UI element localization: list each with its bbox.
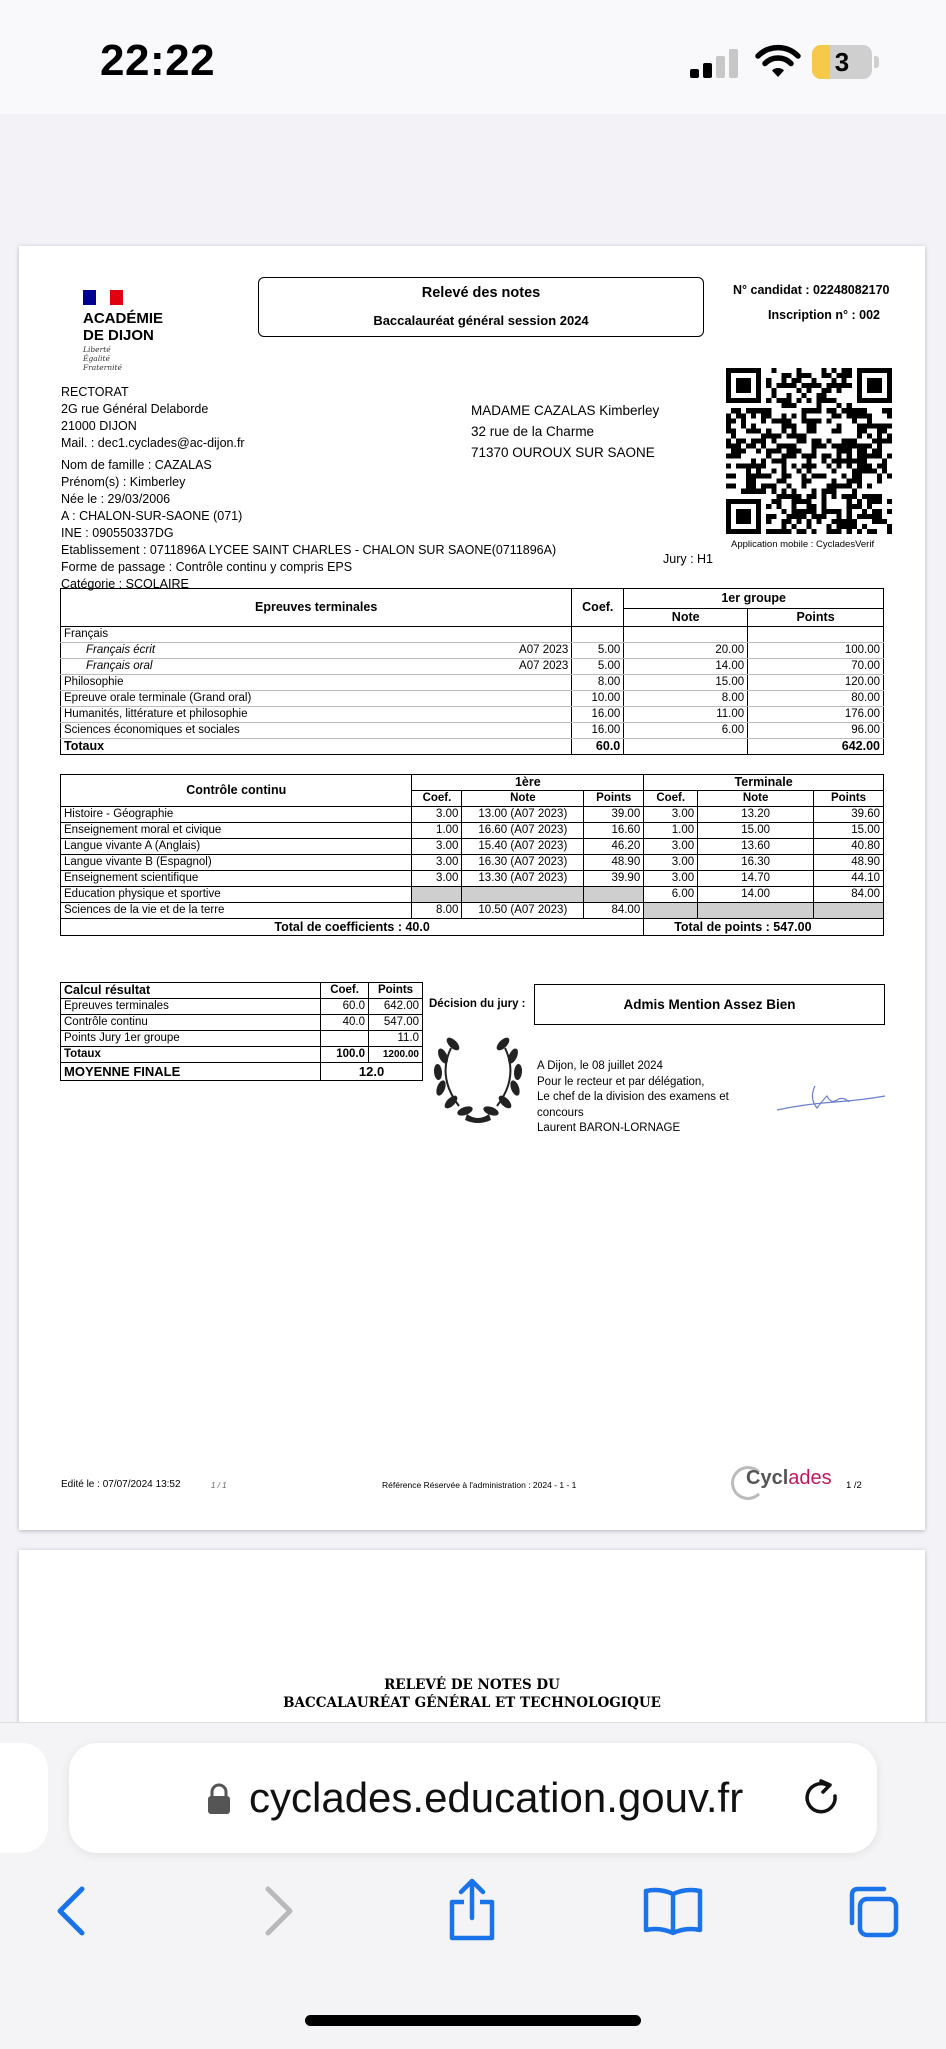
note-header: Note: [624, 609, 748, 627]
cc-note-final: 13.60: [698, 839, 814, 855]
cc-points-final: 44.10: [814, 871, 884, 887]
exam-coef: 16.00: [572, 707, 624, 723]
cc-points2-header: Points: [814, 791, 884, 807]
cc-note-first: 15.40 (A07 2023): [462, 839, 584, 855]
cc-coef-final: [644, 903, 698, 919]
exam-label: Français: [64, 628, 109, 640]
footer-page-small: 1 / 1: [211, 1481, 227, 1490]
battery-icon: [812, 45, 880, 79]
exam-note: [624, 627, 748, 643]
cc-note1-header: Note: [462, 791, 584, 807]
cc-coef-first: 3.00: [412, 855, 462, 871]
exam-label-cell: [61, 723, 572, 739]
cc-points-final: 40.80: [814, 839, 884, 855]
address-bar[interactable]: [69, 1743, 877, 1853]
result-calculation-table: [60, 982, 423, 1081]
calc-coef: 40.0: [321, 1015, 369, 1031]
exam-label-cell: [61, 627, 572, 643]
table-row: [61, 659, 884, 675]
table-row: [61, 675, 884, 691]
previous-tab-preview[interactable]: [0, 1743, 48, 1853]
exam-note: 14.00: [624, 659, 748, 675]
cc-subject: Sciences de la vie et de la terre: [61, 903, 412, 919]
cc-points-final: [814, 903, 884, 919]
lock-icon: [206, 1783, 232, 1815]
exam-coef: 5.00: [572, 643, 624, 659]
exam-note: 20.00: [624, 643, 748, 659]
signal-icon: [690, 48, 738, 78]
table-row: [61, 723, 884, 739]
exam-label: Humanités, littérature et philosophie: [64, 708, 248, 720]
cc-points-final: 39.60: [814, 807, 884, 823]
cc-subject: Education physique et sportive: [61, 887, 412, 903]
footer-page: 1 /2: [846, 1480, 862, 1491]
cc-coef-first: 3.00: [412, 807, 462, 823]
browser-bottom-bar: [0, 1722, 946, 2049]
handwritten-signature-icon: [775, 1078, 887, 1118]
exam-label-cell: [61, 707, 572, 723]
exam-coef: 8.00: [572, 675, 624, 691]
exam-label: Français oral: [86, 660, 153, 672]
qr-code-icon: [726, 368, 892, 534]
cc-points-first: 39.00: [584, 807, 644, 823]
exam-note: 15.00: [624, 675, 748, 691]
cc-note-final: 13.20: [698, 807, 814, 823]
cc-points-first: 48.90: [584, 855, 644, 871]
cc-note-final: [698, 903, 814, 919]
jury-label: Jury : H1: [663, 552, 714, 566]
final-average-value: 12.0: [321, 1063, 423, 1081]
cc-note-first: [462, 887, 584, 903]
rectorat-address: RECTORAT 2G rue Général Delaborde 21000 DIJON Mail. : dec1.cyclades@ac-dijon.fr: [61, 385, 245, 450]
exam-label-cell: [61, 675, 572, 691]
cc-note-first: 13.00 (A07 2023): [462, 807, 584, 823]
cc-coef-final: 3.00: [644, 807, 698, 823]
calc-label: Epreuves terminales: [61, 999, 321, 1015]
cc-coef-first: 8.00: [412, 903, 462, 919]
cc-coef-final: 3.00: [644, 855, 698, 871]
status-time: 22:22: [100, 36, 216, 85]
table-row: [61, 871, 884, 887]
cc-subject: Langue vivante A (Anglais): [61, 839, 412, 855]
cc-note-first: 10.50 (A07 2023): [462, 903, 584, 919]
exam-session: A07 2023: [519, 660, 569, 672]
url-text[interactable]: cyclades.education.gouv.fr: [249, 1774, 744, 1821]
exam-coef: 10.00: [572, 691, 624, 707]
cc-points-first: 39.90: [584, 871, 644, 887]
share-icon[interactable]: [446, 1878, 498, 1942]
calc-total-coef: 100.0: [321, 1047, 369, 1063]
calc-label: Points Jury 1er groupe: [61, 1031, 321, 1047]
table-row: [61, 823, 884, 839]
cc-points-final: 15.00: [814, 823, 884, 839]
cc-coef2-header: Coef.: [644, 791, 698, 807]
status-bar: [0, 0, 946, 114]
calc-label: Contrôle continu: [61, 1015, 321, 1031]
continuous-header: Contrôle continu: [61, 775, 412, 807]
cc-coef-final: 3.00: [644, 839, 698, 855]
cc-note-final: 14.70: [698, 871, 814, 887]
tabs-icon[interactable]: [844, 1883, 900, 1939]
terminal-exams-table: [60, 588, 884, 755]
exam-label: Philosophie: [64, 676, 124, 688]
final-average-label: MOYENNE FINALE: [61, 1063, 321, 1081]
recipient-address: MADAME CAZALAS Kimberley 32 rue de la Charme 71370 OUROUX SUR SAONE: [471, 403, 660, 460]
document-subtitle: Baccalauréat général session 2024: [373, 313, 589, 328]
page2-title: RELEVÉ DE NOTES DU BACCALAURÉAT GÉNÉRAL ET TECHNOLOGIQUE: [283, 1677, 661, 1711]
table-row: [61, 839, 884, 855]
continuous-assessment-table: [60, 774, 884, 936]
back-icon[interactable]: [52, 1883, 92, 1939]
exam-label: Epreuve orale terminale (Grand oral): [64, 692, 252, 704]
calc-coef: 60.0: [321, 999, 369, 1015]
footer-edited: Edité le : 07/07/2024 13:52: [61, 1479, 181, 1490]
cc-points-first: 16.60: [584, 823, 644, 839]
cc-note-final: 15.00: [698, 823, 814, 839]
calc-coef-header: Coef.: [321, 983, 369, 999]
cc-note2-header: Note: [698, 791, 814, 807]
exam-coef: [572, 627, 624, 643]
document-title: Relevé des notes: [421, 285, 541, 301]
cc-coef-first: [412, 887, 462, 903]
cc-coef-final: 6.00: [644, 887, 698, 903]
terminal-total-coef: 60.0: [572, 739, 624, 755]
exam-coef: 16.00: [572, 723, 624, 739]
cc-points-first: [584, 887, 644, 903]
exam-points: 80.00: [748, 691, 884, 707]
cc-subject: Langue vivante B (Espagnol): [61, 855, 412, 871]
exam-label: Français écrit: [86, 644, 156, 656]
cc-coef-first: 1.00: [412, 823, 462, 839]
cc-points-first: 84.00: [584, 903, 644, 919]
final-year-header: Terminale: [644, 775, 884, 791]
table-row: [61, 707, 884, 723]
bookmarks-icon[interactable]: [642, 1886, 704, 1936]
cc-points1-header: Points: [584, 791, 644, 807]
table-row: [61, 887, 884, 903]
exam-label-cell: [61, 659, 572, 675]
exam-note: 11.00: [624, 707, 748, 723]
cc-points-first: 46.20: [584, 839, 644, 855]
cc-subject: Enseignement moral et civique: [61, 823, 412, 839]
signature-block: A Dijon, le 08 juillet 2024 Pour le recteur et par délégation, Le chef de la division des examens et concours Laurent BARON-LORNAGE: [537, 1060, 729, 1134]
exam-note: 6.00: [624, 723, 748, 739]
terminal-total-label: Totaux: [61, 739, 572, 755]
exam-note: 8.00: [624, 691, 748, 707]
cc-note-final: 14.00: [698, 887, 814, 903]
cc-points-final: 84.00: [814, 887, 884, 903]
cc-coef-first: 3.00: [412, 871, 462, 887]
table-row: [61, 855, 884, 871]
calc-points: 547.00: [369, 1015, 423, 1031]
calc-points: 642.00: [369, 999, 423, 1015]
table-row: [61, 643, 884, 659]
document-page: [19, 246, 925, 1530]
cyclades-logo-text: Cyclades: [746, 1467, 832, 1489]
registration-number: Inscription n° : 002: [768, 308, 880, 322]
first-year-header: 1ère: [412, 775, 644, 791]
points-header: Points: [748, 609, 884, 627]
cc-note-first: 16.60 (A07 2023): [462, 823, 584, 839]
cc-note-final: 16.30: [698, 855, 814, 871]
cc-note-first: 16.30 (A07 2023): [462, 855, 584, 871]
cc-coef1-header: Coef.: [412, 791, 462, 807]
cc-points-final: 48.90: [814, 855, 884, 871]
forward-icon[interactable]: [258, 1883, 298, 1939]
exam-points: 96.00: [748, 723, 884, 739]
republic-motto: Liberté Égalité Fraternité: [83, 345, 122, 372]
table-row: [61, 999, 423, 1015]
marianne-logo-icon: [83, 290, 123, 305]
table-row: [61, 903, 884, 919]
cc-coef-final: 1.00: [644, 823, 698, 839]
cc-subject: Enseignement scientifique: [61, 871, 412, 887]
calc-coef: [321, 1031, 369, 1047]
decision-label: Décision du jury :: [429, 998, 526, 1010]
terminal-header: Epreuves terminales: [61, 589, 572, 627]
exam-label: Sciences économiques et sociales: [64, 724, 240, 736]
exam-points: 70.00: [748, 659, 884, 675]
first-group-header: 1er groupe: [624, 589, 884, 609]
app-mobile-label: Application mobile : CycladesVerif: [731, 539, 875, 550]
reload-icon[interactable]: [799, 1776, 843, 1820]
exam-points: [748, 627, 884, 643]
exam-label-cell: [61, 691, 572, 707]
document-title-box: [258, 277, 704, 337]
battery-level: 3: [834, 47, 850, 77]
terminal-total-points: 642.00: [748, 739, 884, 755]
calc-points-header: Points: [369, 983, 423, 999]
candidate-number: N° candidat : 02248082170: [733, 283, 890, 297]
exam-session: A07 2023: [519, 644, 569, 656]
exam-points: 100.00: [748, 643, 884, 659]
table-row: [61, 691, 884, 707]
candidate-identity: Nom de famille : CAZALAS Prénom(s) : Kimberley Née le : 29/03/2006 A : CHALON-SUR-SAONE (071) INE : 090550337DG Etablissement : 0711896A LYCEE SAINT CHARLES - CHALON SUR SAONE(0711896A) Forme de passage : Contrôle continu y compris EPS Catégorie : SCOLAIRE: [61, 458, 557, 591]
table-row: [61, 1015, 423, 1031]
exam-label-cell: [61, 643, 572, 659]
calc-total-label: Totaux: [61, 1047, 321, 1063]
calc-header: Calcul résultat: [61, 983, 321, 999]
cc-subject: Histoire - Géographie: [61, 807, 412, 823]
jury-decision: Admis Mention Assez Bien: [534, 984, 885, 1025]
cc-coef-final: 3.00: [644, 871, 698, 887]
total-coefficients: Total de coefficients : 40.0: [61, 919, 644, 936]
table-row: [61, 1031, 423, 1047]
exam-points: 176.00: [748, 707, 884, 723]
academy-name: ACADÉMIE DE DIJON: [83, 310, 164, 344]
wifi-icon: [755, 44, 801, 80]
calc-total-points: 1200.00: [369, 1047, 423, 1063]
cc-note-first: 13.30 (A07 2023): [462, 871, 584, 887]
calc-points: 11.0: [369, 1031, 423, 1047]
exam-coef: 5.00: [572, 659, 624, 675]
table-row: [61, 627, 884, 643]
cc-coef-first: 3.00: [412, 839, 462, 855]
total-points: Total de points : 547.00: [644, 919, 884, 936]
exam-points: 120.00: [748, 675, 884, 691]
home-indicator: [305, 2015, 641, 2026]
terminal-coef-header: Coef.: [572, 589, 624, 627]
footer-reference: Référence Réservée à l'administration : 2024 - 1 - 1: [382, 1480, 577, 1490]
laurel-seal-icon: [429, 1022, 527, 1124]
table-row: [61, 807, 884, 823]
